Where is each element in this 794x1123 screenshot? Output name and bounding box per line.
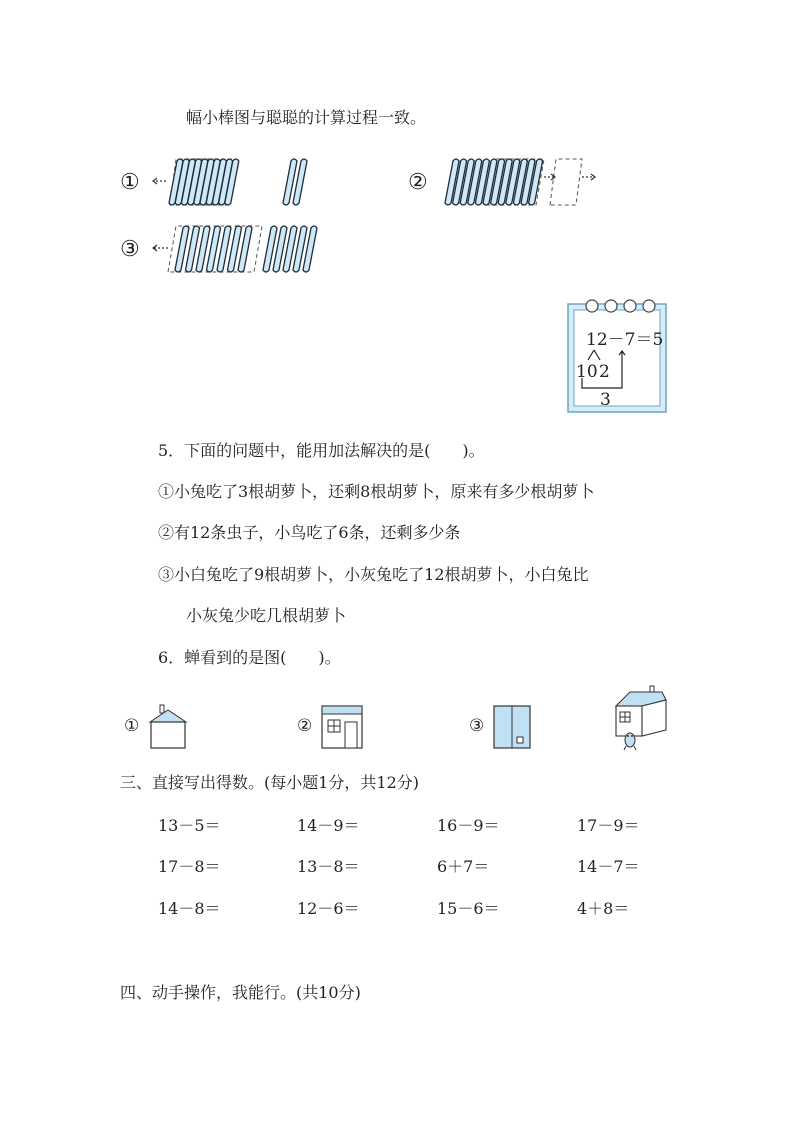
sticks-option-1-label: ① xyxy=(120,170,140,195)
arith-item-7: 6＋7＝ xyxy=(437,857,490,876)
notebook-split-ten: 10 xyxy=(576,362,598,382)
arith-item-11: 15－6＝ xyxy=(437,899,500,918)
arith-item-4: 17－9＝ xyxy=(577,816,640,835)
sticks-figure-1 xyxy=(148,155,308,210)
sticks-option-2-label: ② xyxy=(408,170,428,195)
notebook-split-two: 2 xyxy=(599,362,610,382)
section-4-title: 四、动手操作，我能行。(共10分) xyxy=(120,983,361,1002)
calc-notebook xyxy=(566,296,670,418)
arith-item-1: 13－5＝ xyxy=(158,816,221,835)
notebook-equation: 12－7＝5 xyxy=(586,330,664,350)
sticks-option-3-label: ③ xyxy=(120,237,140,262)
notebook-result: 3 xyxy=(600,390,611,410)
q5-option-3-line-1: ③小白兔吃了9根胡萝卜，小灰兔吃了12根胡萝卜，小白兔比 xyxy=(158,565,589,584)
arith-item-2: 14－9＝ xyxy=(297,816,360,835)
house-view-side xyxy=(148,704,188,750)
arith-item-12: 4＋8＝ xyxy=(577,899,630,918)
cicada-icon xyxy=(624,733,636,750)
house-with-cicada-illustration xyxy=(612,684,670,754)
q6-option-1-label: ① xyxy=(124,716,140,736)
sticks-figure-3 xyxy=(148,222,338,277)
q5-option-2: ②有12条虫子，小鸟吃了6条，还剩多少条 xyxy=(158,523,461,542)
sticks-figure-3-arrow xyxy=(153,245,168,251)
q4-text-tail: 幅小棒图与聪聪的计算过程一致。 xyxy=(186,108,427,127)
arith-item-8: 14－7＝ xyxy=(577,857,640,876)
q6-option-2-label: ② xyxy=(297,716,313,736)
q5-stem: 5．下面的问题中，能用加法解决的是( )。 xyxy=(158,441,485,460)
sticks-figure-1-arrow xyxy=(153,178,166,184)
q5-option-1: ①小兔吃了3根胡萝卜，还剩8根胡萝卜，原来有多少根胡萝卜 xyxy=(158,482,595,501)
sticks-figure-2-arrows xyxy=(544,174,595,180)
arith-item-10: 12－6＝ xyxy=(297,899,360,918)
arith-item-3: 16－9＝ xyxy=(437,816,500,835)
q6-option-3-label: ③ xyxy=(469,716,485,736)
house-view-back xyxy=(492,704,532,750)
arith-item-9: 14－8＝ xyxy=(158,899,221,918)
sticks-figure-2 xyxy=(436,155,606,210)
house-view-front xyxy=(320,704,366,750)
section-3-title: 三、直接写出得数。(每小题1分，共12分) xyxy=(120,773,420,792)
q6-stem: 6．蝉看到的是图( )。 xyxy=(158,648,341,667)
arith-item-5: 17－8＝ xyxy=(158,857,221,876)
arith-item-6: 13－8＝ xyxy=(297,857,360,876)
q5-option-3-line-2: 小灰兔少吃几根胡萝卜 xyxy=(186,606,347,625)
